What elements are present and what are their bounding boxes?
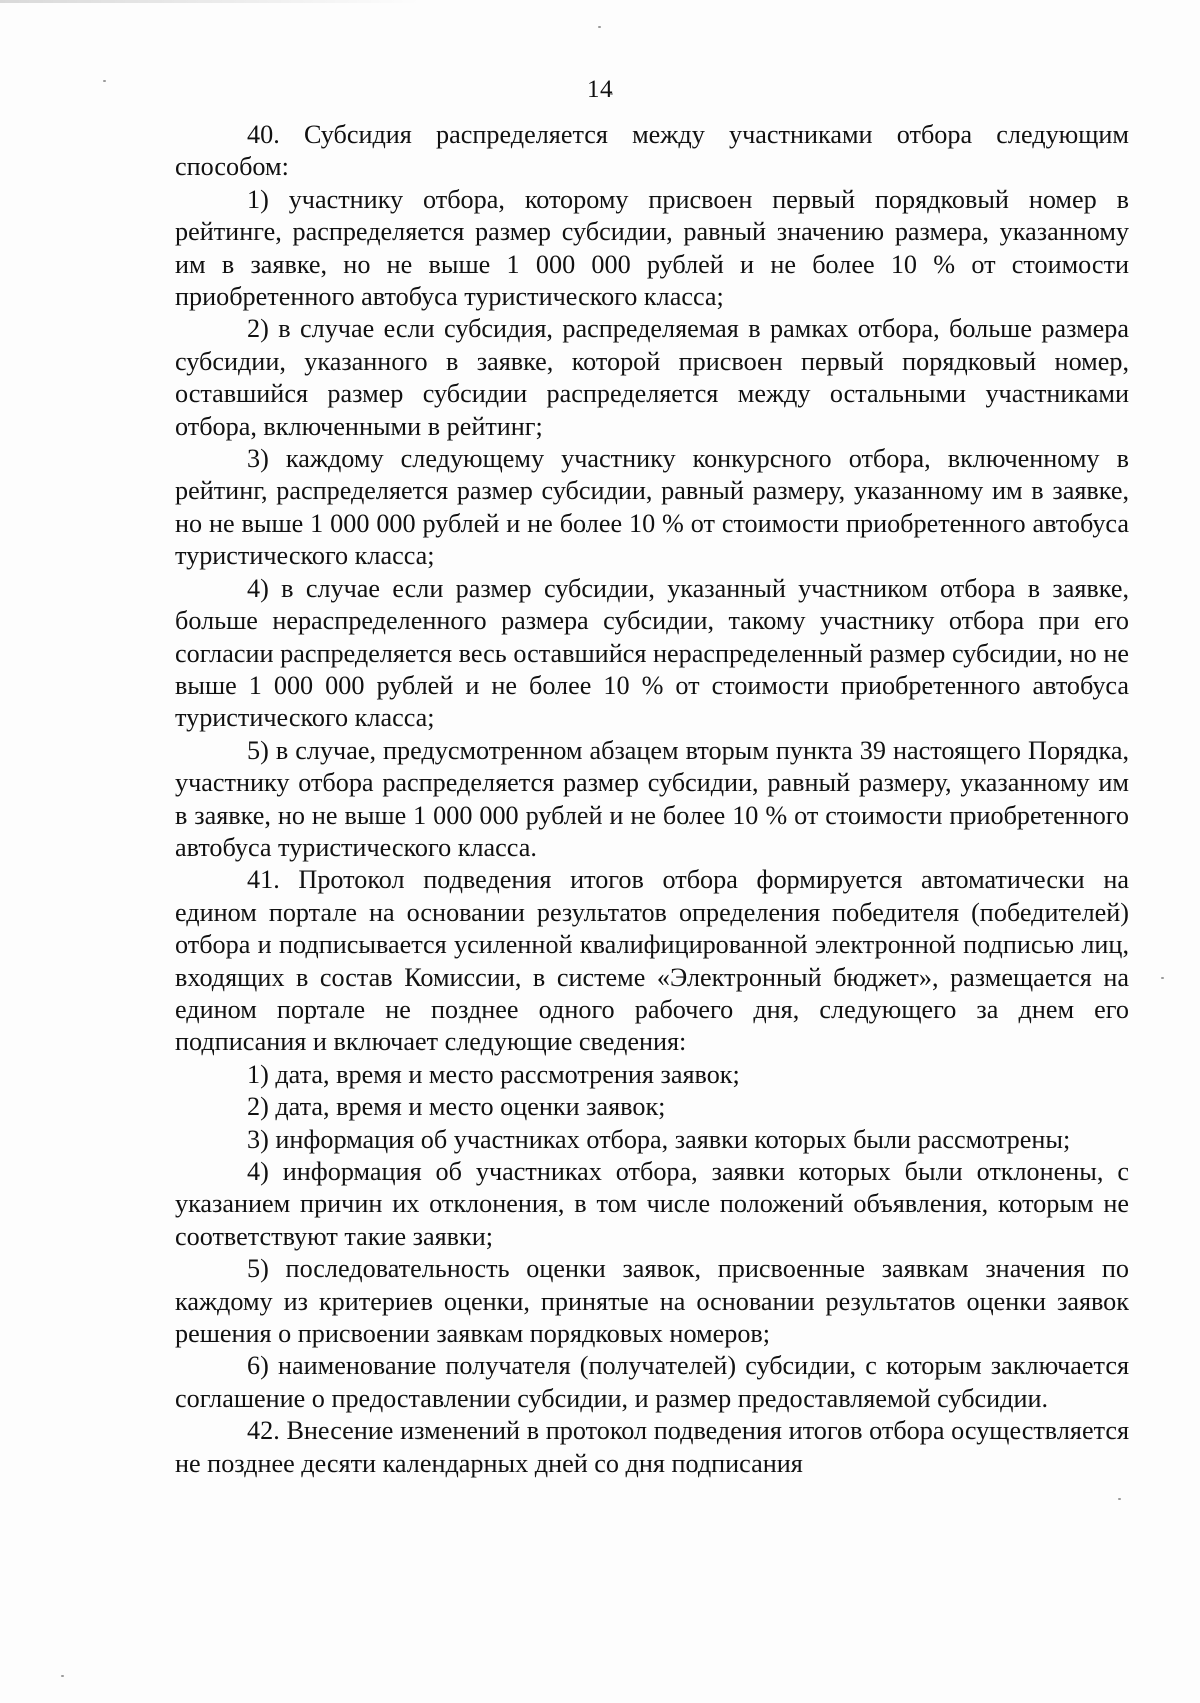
paragraph-41-item-5: 5) последовательность оценки заявок, присвоенные заявкам значения по каждому из критериев оценки, принятые на основании результатов оценки заявок решения о присвоении заявкам порядковых номеров;	[175, 1254, 1129, 1349]
paragraph-40-item-4: 4) в случае если размер субсидии, указанный участником отбора в заявке, больше нераспределенного размера субсидии, такому участнику отбора при его согласии распределяется весь оставшийся нераспределенный размер субсидии, но не выше 1 000 000 рублей и не более 10 % от стоимости приобретенного автобуса туристического класса;	[175, 573, 1129, 733]
paragraph-42: 42. Внесение изменений в протокол подведения итогов отбора осуществляется не позднее десяти календарных дней со дня подписания	[175, 1416, 1129, 1478]
document-body	[175, 119, 1129, 1480]
paragraph-41-item-3: 3) информация об участниках отбора, заявки которых были рассмотрены;	[247, 1124, 1071, 1154]
paragraph-40: 40. Субсидия распределяется между участниками отбора следующим способом:	[175, 120, 1129, 182]
scan-speck	[1118, 1498, 1121, 1500]
paragraph-41-item-6: 6) наименование получателя (получателей) субсидии, с которым заключается соглашение о предоставлении субсидии, и размер предоставляемой субсидии.	[175, 1351, 1129, 1413]
paragraph-41-item-1: 1) дата, время и место рассмотрения заявок;	[247, 1059, 740, 1089]
paragraph-41: 41. Протокол подведения итогов отбора формируется автоматически на едином портале на основании результатов определения победителя (победителей) отбора и подписывается усиленной квалифицированной электронной подписью лиц, входящих в состав Комиссии, в системе «Электронный бюджет», размещается на едином портале не позднее одного рабочего дня, следующего за днем его подписания и включает следующие сведения:	[175, 865, 1129, 1057]
paragraph-40-item-3: 3) каждому следующему участнику конкурсного отбора, включенному в рейтинг, распределяется размер субсидии, равный размеру, указанному им в заявке, но не выше 1 000 000 рублей и не более 10 % от стоимости приобретенного автобуса туристического класса;	[175, 444, 1129, 571]
scan-speck	[61, 1675, 64, 1677]
scan-speck	[598, 26, 601, 28]
scan-speck	[1161, 977, 1164, 979]
paragraph-41-item-4: 4) информация об участниках отбора, заявки которых были отклонены, с указанием причин их отклонения, в том числе положений объявления, которым не соответствуют такие заявки;	[175, 1157, 1129, 1251]
scan-edge	[0, 0, 420, 3]
paragraph-40-item-5: 5) в случае, предусмотренном абзацем вторым пункта 39 настоящего Порядка, участнику отбора распределяется размер субсидии, равный размеру, указанному им в заявке, но не выше 1 000 000 рублей и не более 10 % от стоимости приобретенного автобуса туристического класса.	[175, 735, 1129, 862]
paragraph-40-item-1: 1) участнику отбора, которому присвоен первый порядковый номер в рейтинге, распределяется размер субсидии, равный значению размера, указанному им в заявке, но не выше 1 000 000 рублей и не более 10 % от стоимости приобретенного автобуса туристического класса;	[175, 184, 1129, 312]
page-number: 14	[587, 76, 613, 103]
paragraph-41-item-2: 2) дата, время и место оценки заявок;	[247, 1092, 666, 1122]
paragraph-40-item-2: 2) в случае если субсидия, распределяемая в рамках отбора, больше размера субсидии, указанного в заявке, которой присвоен первый порядковый номер, оставшийся размер субсидии распределяется между остальными участниками отбора, включенными в рейтинг;	[175, 314, 1129, 441]
